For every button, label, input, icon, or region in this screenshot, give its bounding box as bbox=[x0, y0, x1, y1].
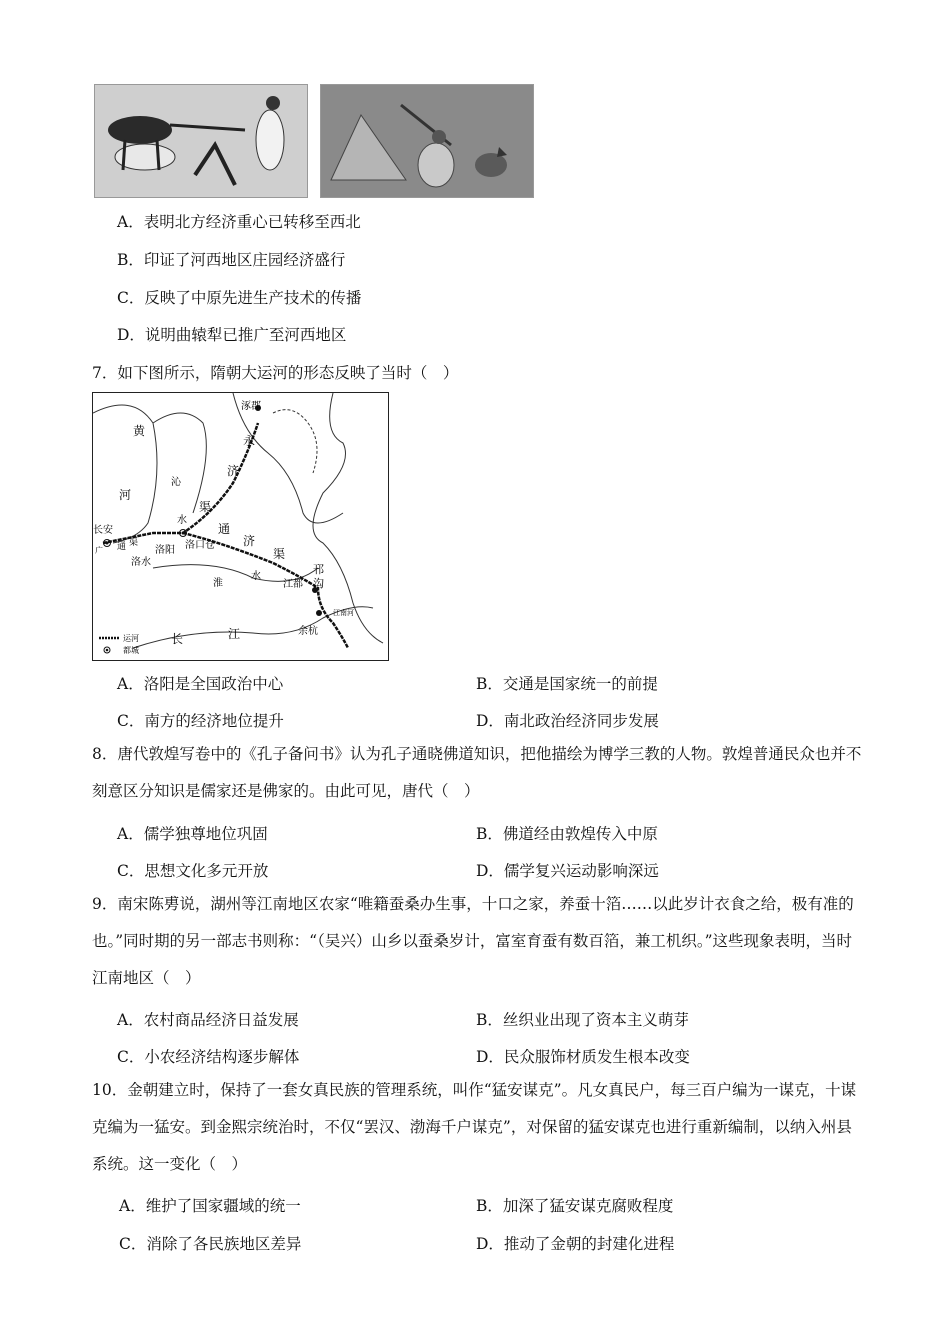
label-guangtong2: 通 bbox=[117, 542, 127, 552]
label-guangtong1: 广 bbox=[95, 546, 103, 555]
label-he: 河 bbox=[119, 488, 132, 502]
label-qin: 沁 bbox=[171, 477, 181, 488]
label-guangtong3: 渠 bbox=[129, 538, 139, 548]
label-luoshui: 洛水 bbox=[131, 557, 151, 568]
label-ji2: 济 bbox=[243, 534, 256, 548]
legend-city: 都城 bbox=[123, 646, 139, 655]
q8-option-b: B．佛道经由敦煌传入中原 bbox=[476, 825, 658, 843]
label-qu2: 渠 bbox=[273, 547, 286, 561]
mural-oxen-plowing-image bbox=[94, 84, 308, 198]
q7-option-c: C．南方的经济地位提升 bbox=[117, 712, 284, 730]
q8-option-a: A．儒学独尊地位巩固 bbox=[117, 825, 268, 843]
q6-option-c: C．反映了中原先进生产技术的传播 bbox=[117, 289, 362, 307]
q6-option-b: B．印证了河西地区庄园经济盛行 bbox=[117, 251, 346, 269]
q10-option-b: B．加深了猛安谋克腐败程度 bbox=[476, 1197, 674, 1215]
label-huang: 黄 bbox=[133, 424, 146, 438]
q9-option-d: D．民众服饰材质发生根本改变 bbox=[476, 1048, 690, 1066]
label-jiangdu: 江都 bbox=[283, 579, 303, 590]
label-jiangnanhe: 江南河 bbox=[333, 609, 354, 617]
label-gou: 沟 bbox=[313, 577, 324, 590]
q8-stem: 8．唐代敦煌写卷中的《孔子备问书》认为孔子通晓佛道知识，把他描绘为博学三教的人物。敦煌普通民众也并不刻意区分知识是儒家还是佛家的。由此可见，唐代（ ） bbox=[92, 745, 862, 800]
q6-option-d: D．说明曲辕犁已推广至河西地区 bbox=[117, 326, 347, 344]
q9-option-c: C．小农经济结构逐步解体 bbox=[117, 1048, 300, 1066]
q8-option-d: D．儒学复兴运动影响深远 bbox=[476, 862, 659, 880]
label-yong: 永 bbox=[243, 434, 256, 448]
label-ji1: 济 bbox=[227, 464, 240, 478]
q9-stem: 9．南宋陈旉说，湖州等江南地区农家“唯籍蚕桑办生事，十口之家，养蚕十箔……以此岁计衣食之给，极有准的也。”同时期的另一部志书则称：“（吴兴）山乡以蚕桑岁计，富室育蚕有数百箔，兼工机织。”这些现象表明，当时江南地区（ ） bbox=[92, 895, 854, 987]
q9-option-a: A．农村商品经济日益发展 bbox=[117, 1011, 299, 1029]
q7-option-a: A．洛阳是全国政治中心 bbox=[117, 675, 284, 693]
label-huai: 淮 bbox=[213, 578, 223, 589]
q10-option-c: C．消除了各民族地区差异 bbox=[119, 1235, 302, 1253]
label-chang: 长 bbox=[171, 632, 184, 646]
q7-option-d: D．南北政治经济同步发展 bbox=[476, 712, 659, 730]
label-jiang: 江 bbox=[228, 627, 241, 641]
label-changan: 长安 bbox=[93, 525, 113, 536]
q7-option-b: B．交通是国家统一的前提 bbox=[476, 675, 658, 693]
label-tong: 通 bbox=[218, 522, 231, 536]
label-yuhang: 余杭 bbox=[298, 626, 318, 637]
q6-option-a: A．表明北方经济重心已转移至西北 bbox=[117, 213, 361, 231]
q10-stem: 10．金朝建立时，保持了一套女真民族的管理系统，叫作“猛安谋克”。凡女真民户，每三百户编为一谋克，十谋克编为一猛安。到金熙宗统治时，不仅“罢汉、渤海千户谋克”，对保留的猛安谋克也进行重新编制，以纳入州县系统。这一变化（ ） bbox=[92, 1081, 857, 1173]
q10-option-a: A．维护了国家疆域的统一 bbox=[119, 1197, 301, 1215]
mural-farmer-rooster-image bbox=[320, 84, 534, 198]
label-zhuojun: 涿郡 bbox=[241, 401, 261, 412]
q9-option-b: B．丝织业出现了资本主义萌芽 bbox=[476, 1011, 689, 1029]
label-qu1: 渠 bbox=[199, 500, 212, 514]
q8-option-c: C．思想文化多元开放 bbox=[117, 862, 269, 880]
q7-stem: 7．如下图所示，隋朝大运河的形态反映了当时（ ） bbox=[92, 364, 459, 382]
label-shui1: 水 bbox=[177, 515, 187, 526]
label-han: 邗 bbox=[313, 563, 324, 576]
label-shui2: 水 bbox=[251, 571, 261, 582]
label-luokoucang: 洛口仓 bbox=[185, 540, 215, 551]
q10-option-d: D．推动了金朝的封建化进程 bbox=[476, 1235, 675, 1253]
label-luoyang: 洛阳 bbox=[155, 545, 175, 556]
grand-canal-map bbox=[92, 392, 389, 661]
legend-canal: 运河 bbox=[123, 634, 139, 643]
